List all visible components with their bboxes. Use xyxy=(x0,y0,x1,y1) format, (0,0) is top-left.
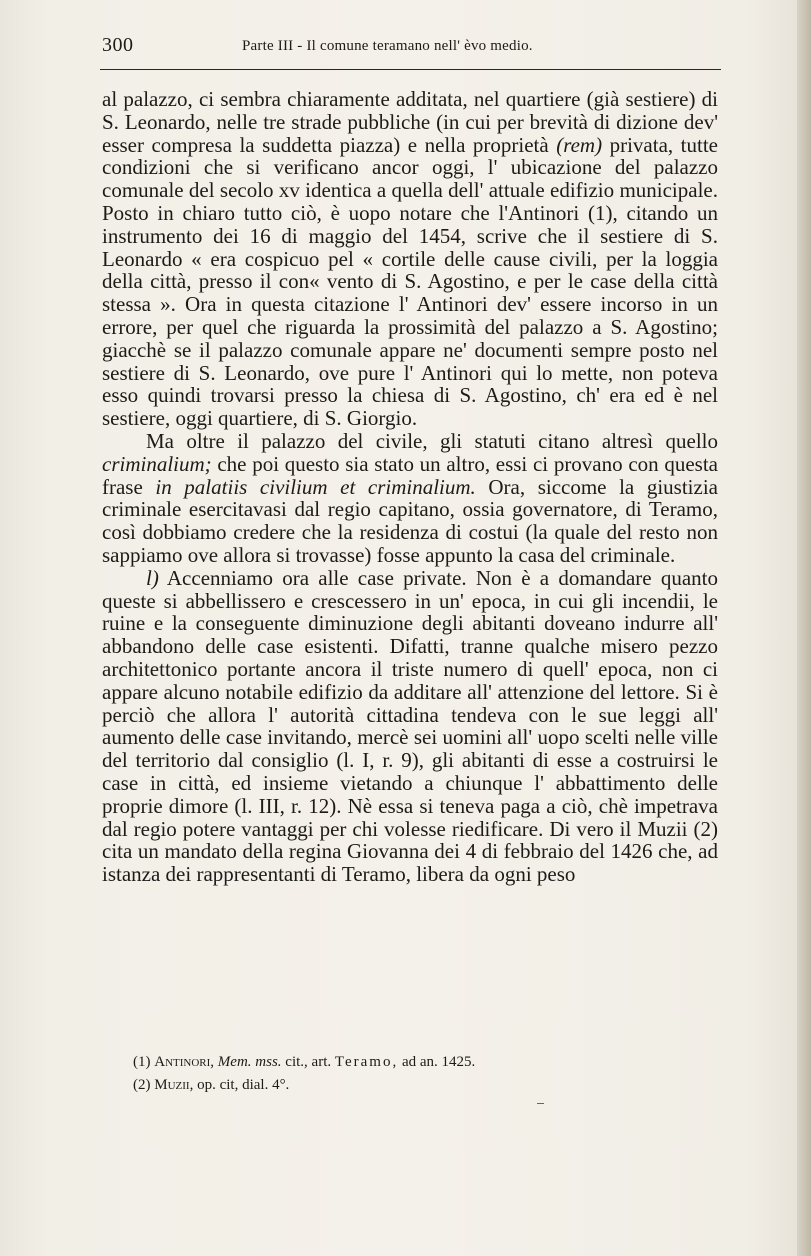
footnote-1-rest: cit., art. xyxy=(281,1054,335,1070)
page-edge-shadow xyxy=(797,0,811,1256)
footnotes xyxy=(133,1051,693,1097)
footnote-1 xyxy=(133,1051,693,1074)
footnote-1-author: Antinori, xyxy=(154,1054,215,1070)
page-number: 300 xyxy=(102,34,134,56)
footnote-2 xyxy=(133,1074,693,1097)
page-header xyxy=(100,34,720,64)
footer-mark xyxy=(537,1103,544,1104)
paragraph-2-criminalium: criminalium; xyxy=(102,451,212,476)
paragraph-2-latin-phrase: in palatiis civilium et criminalium. xyxy=(155,474,476,499)
footnote-2-author: Muzii, xyxy=(154,1077,194,1093)
footnote-2-number: (2) xyxy=(133,1077,155,1093)
paragraph-2-text-c: Ora, siccome la giustizia criminale esercitavasi dal regio capitano, ossia governatore, di Teramo, così dobbiamo credere che la residenza di costui (la quale del resto non sappiamo ove allora si trovasse) fosse appunto la casa del criminale. xyxy=(102,474,718,567)
footnote-1-number: (1) xyxy=(133,1054,155,1070)
paragraph-3 xyxy=(102,567,718,886)
section-letter: l) xyxy=(146,565,159,590)
paragraph-1-rem: (rem) xyxy=(556,132,603,157)
body-text xyxy=(102,88,718,886)
paragraph-1-text-b: privata, tutte condizioni che si verificano ancor oggi, l' ubicazione del palazzo comunale del secolo xv identica a quella dell' attuale edifizio municipale. Posto in chiaro tutto ciò, è uopo notare che l'Antinori (1), citando un instrumento dei 16 di maggio del 1454, scrive che il sestiere di S. Leonardo « era cospicuo pel « cortile delle cause civili, per la loggia della città, presso il con« vento di S. Agostino, e per le case della città stessa ». Ora in questa citazione l' Antinori dev' essere incorso in un errore, per quel che riguarda la prossimità del palazzo a S. Agostino; giacchè se il palazzo comunale appare ne' documenti sempre posto nel sestiere di S. Leonardo, ove pure l' Antinori qui lo mette, non poteva esso quindi trovarsi presso la chiesa di S. Agostino, ch' era ed è nel sestiere, oggi quartiere, di S. Giorgio. xyxy=(102,132,718,431)
footnote-2-rest: op. cit, dial. 4°. xyxy=(193,1077,290,1093)
footnote-1-place: Teramo, xyxy=(334,1054,399,1070)
paragraph-2-text-a: Ma oltre il palazzo del civile, gli statuti citano altresì quello xyxy=(146,428,718,453)
paragraph-1 xyxy=(102,88,718,430)
paragraph-3-text: Accenniamo ora alle case private. Non è a domandare quanto queste si abbellissero e crescessero in un' epoca, in cui gli incendii, le ruine e la conseguente diminuzione degli abitanti doveano indurre all' abbandono delle case esistenti. Difatti, tranne qualche misero pezzo architettonico portante ancora il triste numero di quell' epoca, non ci appare alcuno notabile edifizio da additare all' attenzione del lettore. Si è perciò che allora l' autorità cittadina tendeva con le sue leggi all' aumento delle case invitando, mercè sei uomini all' uopo scelti nelle ville del territorio dal consiglio (l. I, r. 9), gli abitanti di esse a costruirsi le case in città, ed insieme vietando a chiunque l' abbattimento delle proprie dimore (l. III, r. 12). Nè essa si teneva paga a ciò, chè impetrava dal regio potere vantaggi per chi volesse riedificare. Di vero il Muzii (2) cita un mandato della regina Giovanna dei 4 di febbraio del 1426 che, ad istanza dei rappresentanti di Teramo, libera da ogni peso xyxy=(102,565,718,887)
running-title: Parte III - Il comune teramano nell' èvo medio. xyxy=(242,38,533,54)
header-rule xyxy=(100,69,721,70)
paragraph-2-text-b: che poi questo sia stato un altro, essi ci provano con questa frase xyxy=(102,451,718,499)
paragraph-2 xyxy=(102,430,718,567)
paragraph-1-text-a: al palazzo, ci sembra chiaramente additata, nel quartiere (già sestiere) di S. Leonardo, nelle tre strade pubbliche (in cui per brevità di dizione dev' esser compresa la suddetta piazza) e nella proprietà xyxy=(102,87,718,157)
footnote-1-end: ad an. 1425. xyxy=(398,1054,476,1070)
footnote-1-work: Mem. mss. xyxy=(214,1054,282,1070)
